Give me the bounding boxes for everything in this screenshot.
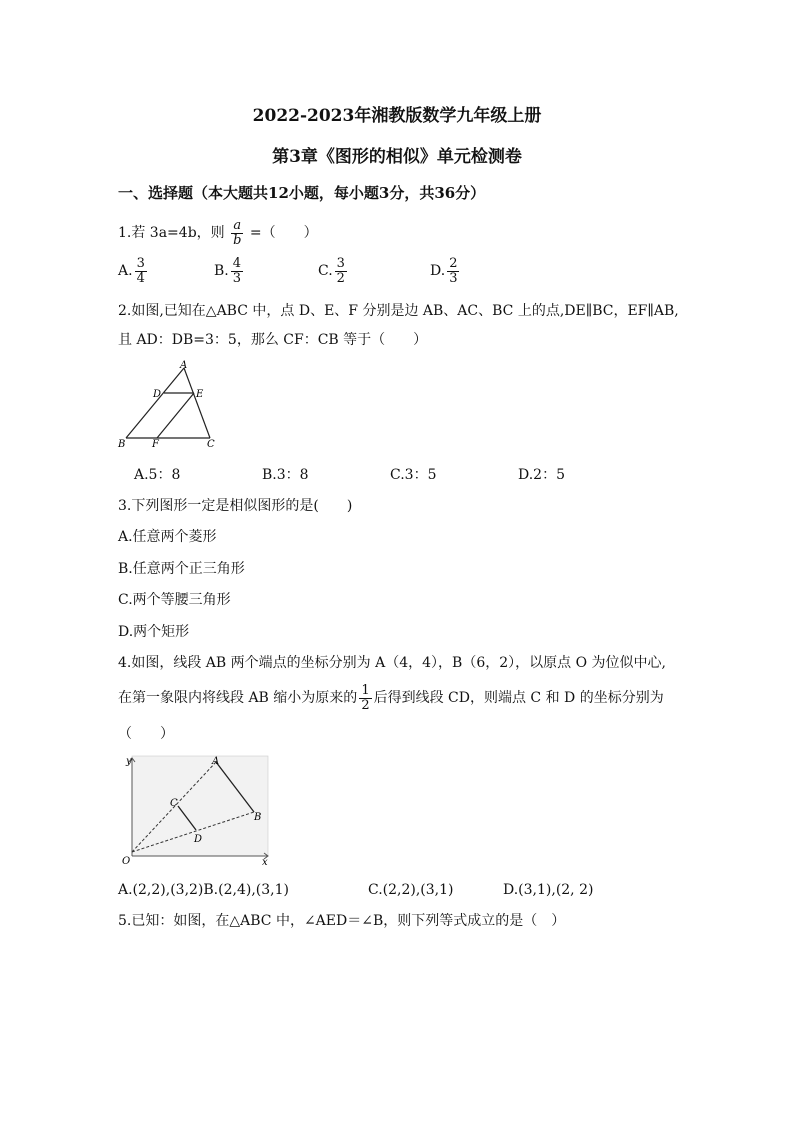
q4-line2-before: 在第一象限内将线段 AB 缩小为原来的 (118, 690, 358, 706)
option-fraction (231, 257, 243, 286)
q3-option-b[interactable]: B.任意两个正三角形 (118, 561, 245, 577)
label-c: C (207, 439, 215, 450)
question-2-line2: 且 AD：DB=3：5，那么 CF：CB 等于（ ） (118, 332, 428, 348)
question-4-line3: （ ） (118, 726, 174, 742)
coordinate-figure (118, 754, 278, 868)
q4-option-ab[interactable]: A.(2,2),(3,2)B.(2,4),(3,1) (118, 882, 289, 898)
frac-num: 2 (449, 255, 458, 271)
q1-frac-den: b (233, 232, 242, 248)
q1-stem-before: 1.若 3a=4b，则 (118, 225, 225, 241)
frac-num: 3 (136, 255, 145, 271)
frac-den: 4 (136, 270, 145, 286)
frac-den: 3 (232, 270, 242, 286)
q1-option-c[interactable] (318, 253, 349, 289)
label-x: x (262, 857, 268, 868)
q2-option-c[interactable]: C.3：5 (390, 467, 437, 483)
label-b: B (118, 439, 126, 450)
q1-option-d[interactable] (430, 253, 461, 289)
q1-fraction (231, 219, 243, 248)
q4-fraction (359, 684, 371, 713)
triangle-abc-figure (114, 360, 224, 452)
q3-option-a[interactable]: A.任意两个菱形 (118, 529, 217, 545)
frac-den: 2 (336, 270, 345, 286)
q1-option-a[interactable] (118, 253, 149, 289)
option-label: D. (430, 263, 446, 279)
label-a: A (180, 360, 188, 371)
frac-num: 3 (336, 255, 345, 271)
q1-option-b[interactable] (214, 253, 245, 289)
label-d: D (153, 389, 162, 400)
question-1-stem (118, 215, 318, 251)
q4-option-c[interactable]: C.(2,2),(3,1) (368, 882, 454, 898)
question-5-stem: 5.已知：如图，在△ABC 中，∠AED＝∠B，则下列等式成立的是（ ） (118, 913, 566, 929)
frac-num: 4 (232, 255, 242, 271)
q2-option-d[interactable]: D.2：5 (518, 467, 565, 483)
q2-option-b[interactable]: B.3：8 (262, 467, 309, 483)
option-fraction (335, 257, 347, 286)
exam-title: 2022-2023年湘教版数学九年级上册 (252, 106, 542, 126)
q2-option-a[interactable]: A.5：8 (134, 467, 181, 483)
option-fraction (135, 257, 147, 286)
label-f: F (152, 439, 159, 450)
question-4-line1: 4.如图，线段 AB 两个端点的坐标分别为 A（4，4），B（6，2），以原点 O 为位似中心, (118, 655, 666, 671)
section-heading: 一、选择题（本大题共12小题，每小题3分，共36分） (118, 184, 486, 202)
question-4-line2 (118, 680, 664, 716)
q3-option-d[interactable]: D.两个矩形 (118, 624, 190, 640)
q1-frac-num: a (231, 219, 243, 234)
label-a: A (212, 756, 220, 767)
label-o: O (122, 856, 131, 867)
option-label: B. (214, 263, 229, 279)
label-y: y (126, 756, 132, 767)
label-c: C (170, 798, 178, 809)
q1-stem-after: =（ ） (249, 225, 318, 241)
q4-option-d[interactable]: D.(3,1),(2, 2) (503, 882, 594, 898)
label-d: D (194, 834, 203, 845)
question-2-line1: 2.如图,已知在△ABC 中，点 D、E、F 分别是边 AB、AC、BC 上的点,DE∥BC，EF∥AB, (118, 303, 679, 319)
option-label: C. (318, 263, 333, 279)
q4-frac-den: 2 (361, 697, 370, 713)
q3-option-c[interactable]: C.两个等腰三角形 (118, 592, 231, 608)
option-label: A. (118, 263, 133, 279)
chapter-title: 第3章《图形的相似》单元检测卷 (272, 147, 522, 167)
frac-den: 3 (449, 270, 458, 286)
label-b: B (254, 812, 262, 823)
q4-line2-after: 后得到线段 CD，则端点 C 和 D 的坐标分别为 (373, 690, 664, 706)
question-3-stem: 3.下列图形一定是相似图形的是( ) (118, 498, 353, 514)
label-e: E (196, 389, 204, 400)
q4-frac-num: 1 (361, 682, 370, 698)
option-fraction (447, 257, 459, 286)
